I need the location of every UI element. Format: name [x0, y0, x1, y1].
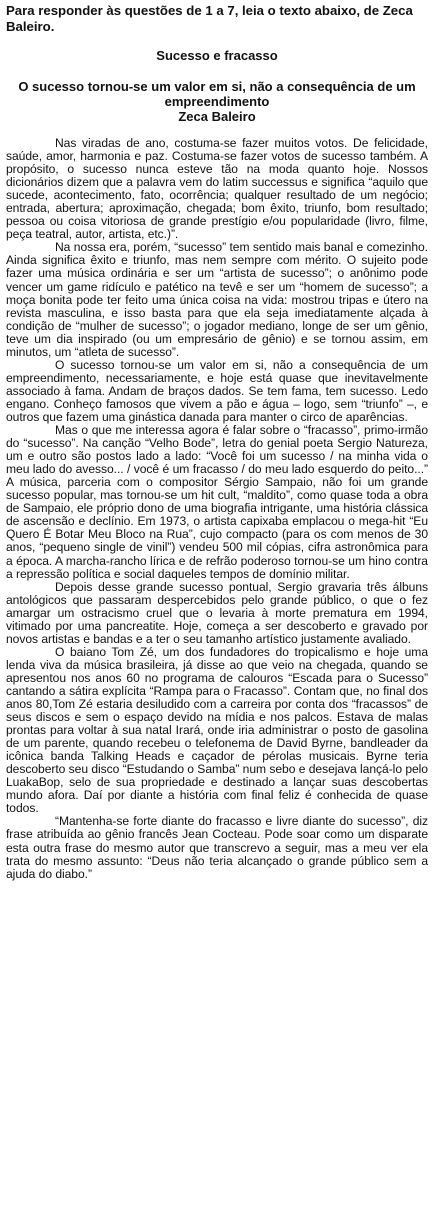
paragraph: Nas viradas de ano, costuma-se fazer muitos votos. De felicidade, saúde, amor, harmonia e paz. Costuma-se fazer votos de sucesso também. A propósito, o sucesso nunca esteve tão na moda quanto hoje. Nossos dicionários dizem que a palavra vem do latim successus e significa “aquilo que sucede, acontecimento, fato, ocorrência; qualquer resultado de um negócio; entrada, abertura; aproximação, chegada; bom êxito, triunfo, bom resultado; pessoa ou coisa vitoriosa de grande prestígio e/ou popularidade (livro, filme, peça teatral, autor, artista, etc.)”. [6, 136, 428, 242]
article-author: Zeca Baleiro [178, 109, 256, 124]
paragraph: Na nossa era, porém, “sucesso” tem sentido mais banal e comezinho. Ainda significa êxito e triunfo, mas nem sempre com mérito. O sujeito pode fazer uma música ordinária e ser um “artista de sucesso”; o anônimo pode vencer um game ridículo e patético na tevê e ser um “homem de sucesso”; a moça bonita pode ter feito uma única coisa na vida: mostrou tripas e útero na revista masculina, e isso basta para que ela seja imediatamente alçada à condição de “mulher de sucesso”; o jogador mediano, longe de ser um gênio, teve um dia inspirado (ou um empresário de gênio) e se tornou assim, em minutos, um “atleta de sucesso”. [6, 240, 428, 359]
paragraph: O sucesso tornou-se um valor em si, não a consequência de um empreendimento, necessariamente, e hoje está quase que inevitavelmente associado à fama. Andam de braços dados. Se tem fama, tem sucesso. Ledo engano. Conheço famosos que vivem a pão e água – logo, sem “triunfo” –, e outros que fazem uma ginástica danada para manter o circo de aparências. [6, 357, 428, 424]
article-body [6, 137, 428, 881]
article-subtitle: O sucesso tornou-se um valor em si, não a consequência de um empreendimento [18, 79, 416, 109]
paragraph: O baiano Tom Zé, um dos fundadores do tropicalismo e hoje uma lenda viva da música brasileira, já disse ao que veio na chegada, quando se apresentou nos anos 60 no programa de calouros “Escada para o Sucesso” cantando a sátira explícita “Rampa para o Fracasso”. Contam que, no final dos anos 80,Tom Zé estaria desiludido com a carreira por conta dos “fracassos” de seus discos e sem o espaço devido na mídia e nos palcos. Estava de malas prontas para voltar à sua natal Irará, onde iria administrar o posto de gasolina de um parente, quando recebeu o telefonema de David Byrne, bandleader da icônica banda Talking Heads e caçador de pérolas musicais. Byrne teria descoberto seu disco “Estudando o Samba” num sebo e desejava lançá-lo pelo LuakaBop, selo de sua propriedade e destinado a lançar suas descobertas mundo afora. Daí por diante a história com final feliz é conhecida de quase todos. [6, 644, 428, 816]
paragraph: “Mantenha-se forte diante do fracasso e livre diante do sucesso”, diz frase atribuída ao gênio francês Jean Cocteau. Pode soar como um disparate esta outra frase do mesmo autor que transcrevo a seguir, mas a meu ver ela trata do mesmo assunto: “Deus não teria alcançado o grande público sem a ajuda do diabo.” [6, 814, 428, 881]
article-title: Sucesso e fracasso [156, 48, 278, 63]
paragraph: Depois desse grande sucesso pontual, Sergio gravaria três álbuns antológicos que passaram despercebidos pelo grande público, o que o fez amargar um ostracismo cruel que o levaria à morte prematura em 1994, vitimado por uma pancreatite. Hoje, começa a ser descoberto e gravado por novos artistas e bandas e a ter o seu tamanho artístico justamente avaliado. [6, 579, 428, 646]
paragraph: Mas o que me interessa agora é falar sobre o “fracasso”, primo-irmão do “sucesso”. Na canção “Velho Bode”, letra do genial poeta Sergio Natureza, um e outro são postos lado a lado: “Você foi um sucesso / na minha vida o meu lado do avesso... / você é um fracasso / do meu lado esquerdo do peito...” A música, parceria com o compositor Sérgio Sampaio, não foi um grande sucesso popular, mas tornou-se um hit cult, “maldito”, como quase toda a obra de Sampaio, ele próprio dono de uma biografia intrigante, uma história clássica de ascensão e declínio. Em 1973, o artista capixaba emplacou o mega-hit “Eu Quero É Botar Meu Bloco na Rua”, cujo compacto (para os com menos de 30 anos, “pequeno single de vinil”) vendeu 500 mil cópias, cifra astronômica para a época. A marcha-rancho lírica e de refrão poderoso tornou-se um hino contra a repressão política e social daqueles tempos de domínio militar. [6, 423, 428, 581]
instructions-text: Para responder às questões de 1 a 7, leia o texto abaixo, de Zeca Baleiro. [6, 3, 413, 34]
